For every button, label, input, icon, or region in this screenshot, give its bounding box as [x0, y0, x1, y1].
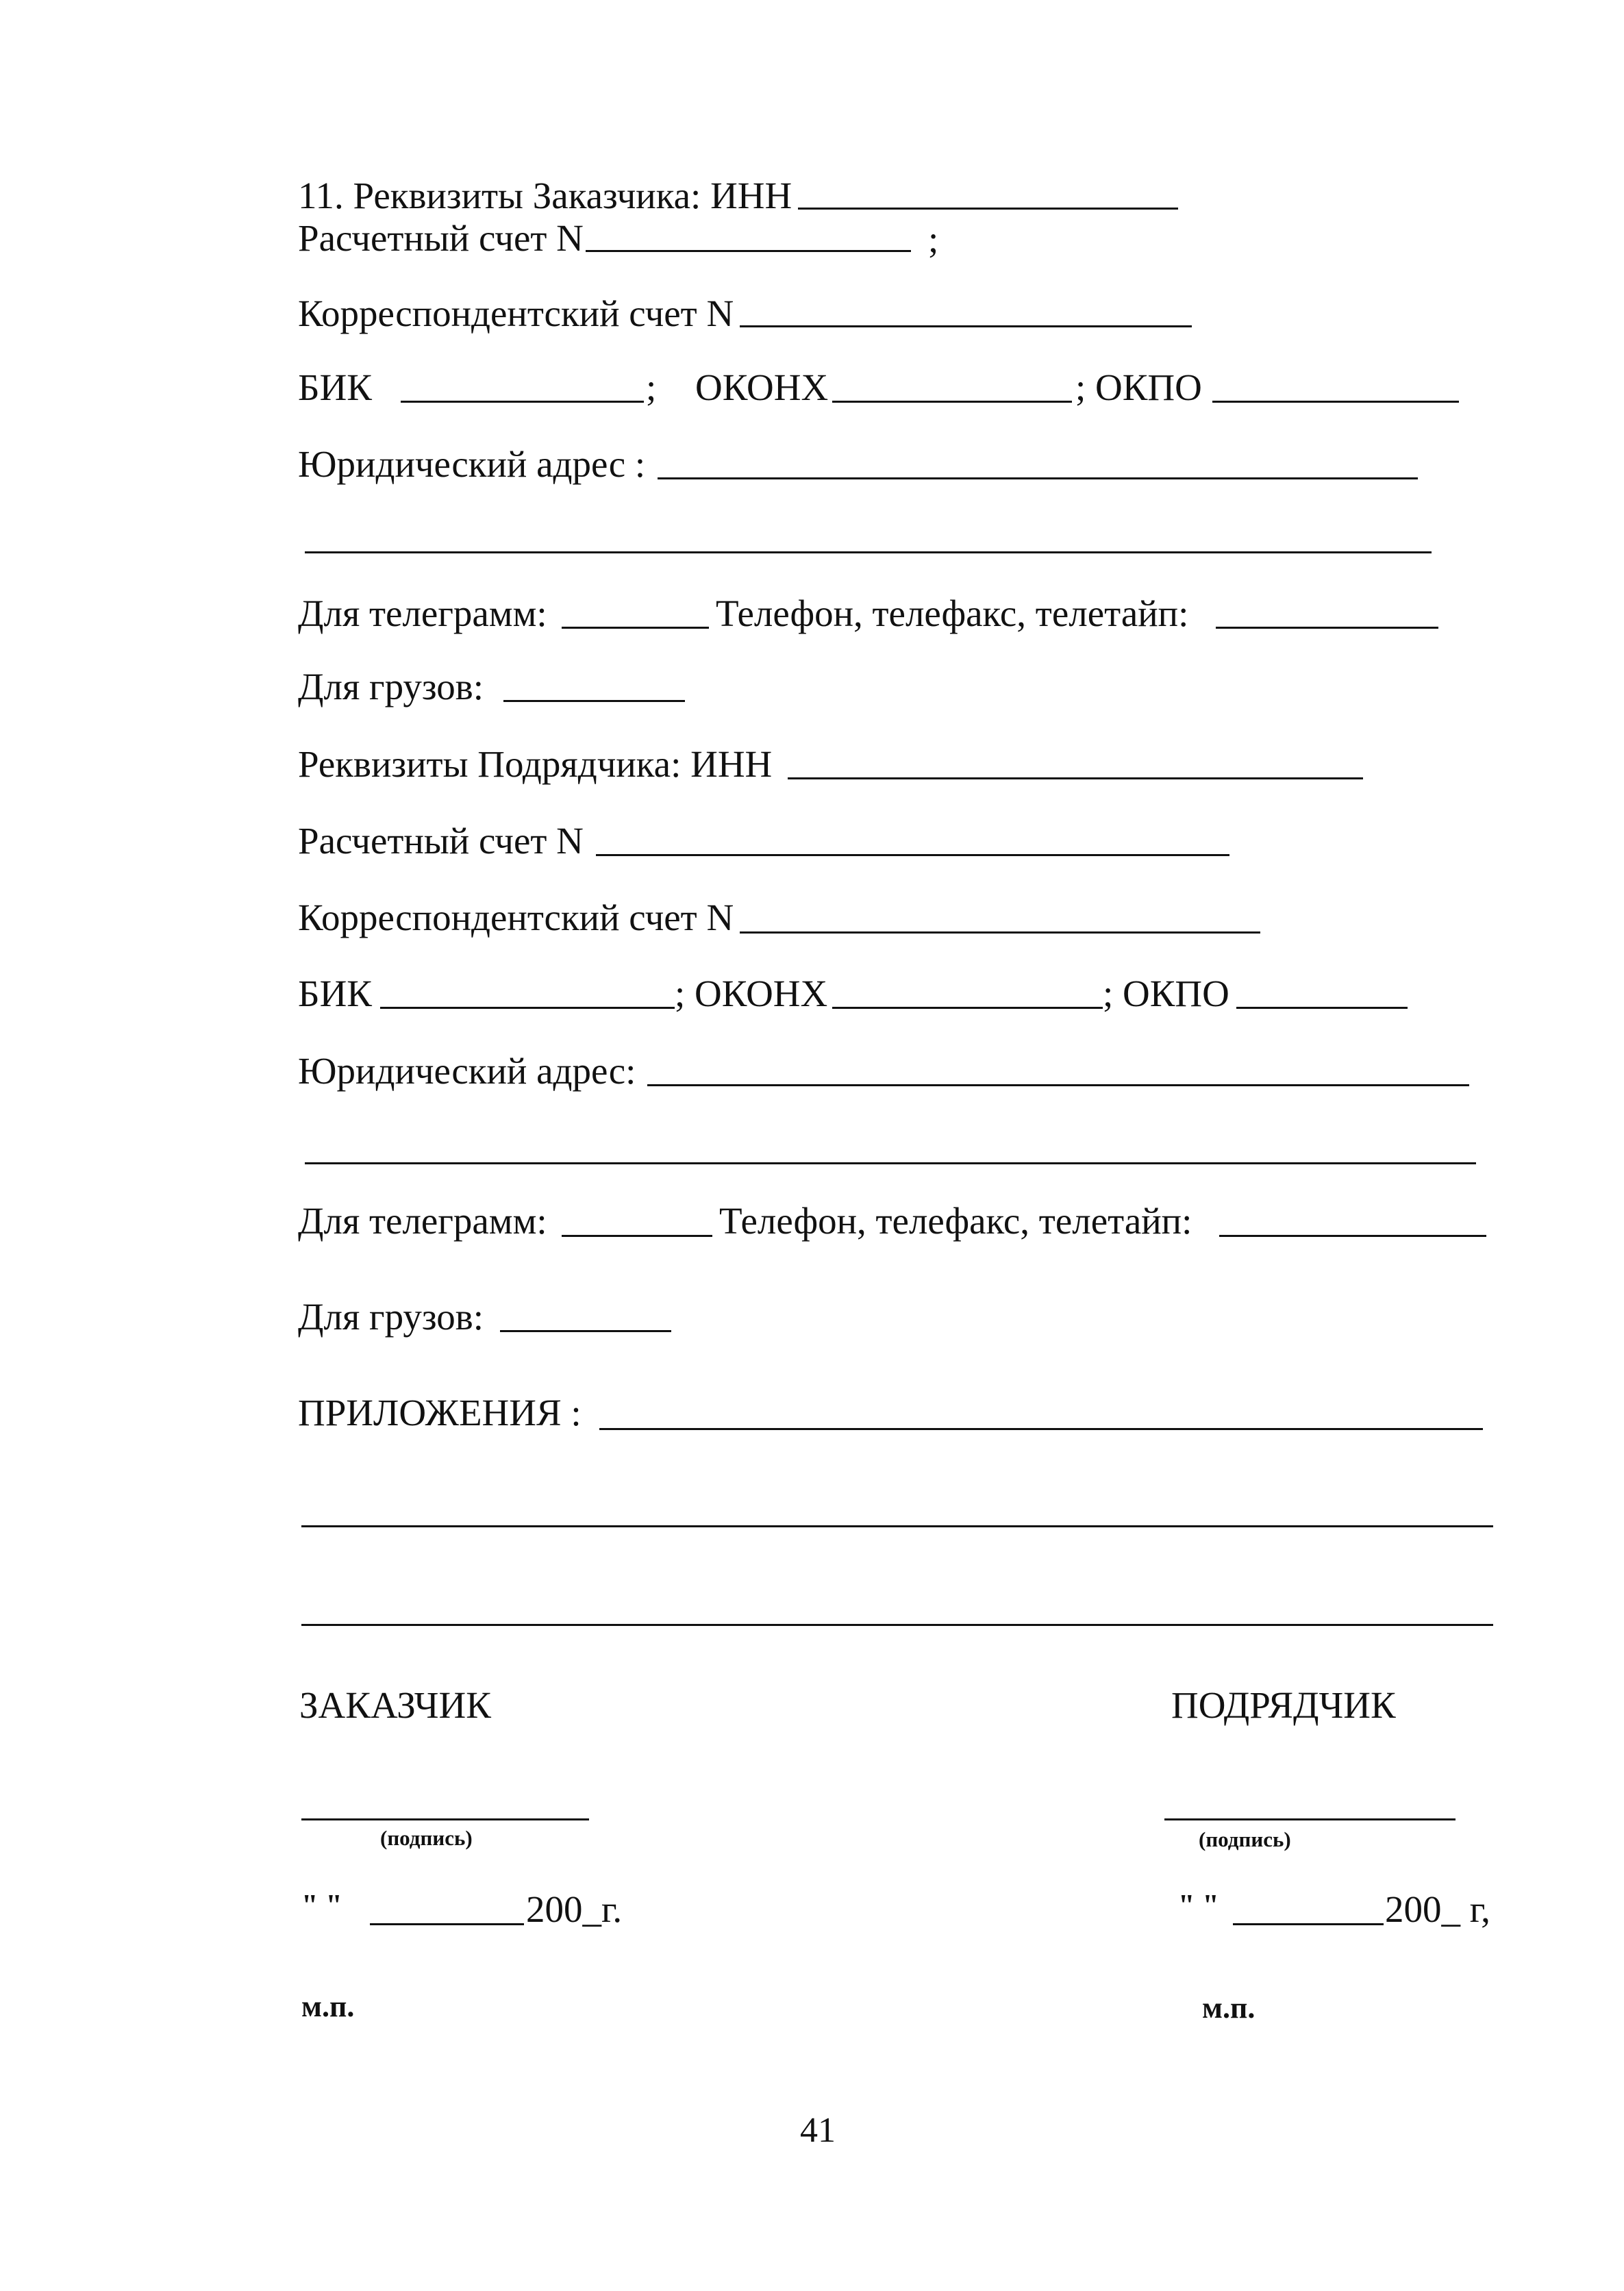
contractor-bik-label: БИК	[298, 973, 372, 1014]
contractor-signature-line[interactable]	[1164, 1818, 1456, 1820]
customer-cargo-line[interactable]	[503, 700, 685, 702]
contractor-address-line-2[interactable]	[305, 1162, 1476, 1164]
contractor-corr-account-label: Корреспондентский счет N	[298, 897, 734, 938]
customer-okpo-line[interactable]	[1212, 401, 1459, 403]
contractor-address-line[interactable]	[647, 1084, 1469, 1086]
customer-okonh-line[interactable]	[832, 401, 1072, 403]
customer-okonh-label: ОКОНХ	[695, 366, 829, 408]
contractor-account-line[interactable]	[596, 854, 1229, 856]
customer-bik-sep: ;	[646, 366, 657, 408]
page-number: 41	[800, 2111, 836, 2150]
attachments-label: ПРИЛОЖЕНИЯ :	[298, 1392, 582, 1434]
attachments-line-1[interactable]	[599, 1428, 1483, 1430]
customer-okpo-label: ; ОКПО	[1075, 366, 1202, 408]
customer-telegram-line[interactable]	[562, 627, 709, 629]
customer-heading: 11. Реквизиты Заказчика: ИНН	[298, 175, 792, 216]
contractor-sign-title: ПОДРЯДЧИК	[1171, 1684, 1396, 1726]
contractor-stamp: м.п.	[1202, 1991, 1256, 2025]
contractor-cargo-label: Для грузов:	[298, 1296, 484, 1338]
customer-address-label: Юридический адрес :	[298, 443, 646, 485]
contractor-phone-label: Телефон, телефакс, телетайп:	[719, 1200, 1192, 1242]
contractor-account-label: Расчетный счет N	[298, 820, 584, 862]
customer-address-line-2[interactable]	[305, 551, 1432, 553]
contractor-corr-account-line[interactable]	[740, 931, 1260, 934]
customer-sign-title: ЗАКАЗЧИК	[299, 1684, 491, 1726]
customer-date-quotes: " "	[301, 1888, 342, 1922]
contractor-date-line[interactable]	[1233, 1923, 1384, 1925]
customer-address-line[interactable]	[658, 477, 1418, 479]
contractor-heading: Реквизиты Подрядчика: ИНН	[298, 743, 773, 785]
customer-signature-line[interactable]	[301, 1818, 589, 1820]
contractor-address-label: Юридический адрес:	[298, 1050, 636, 1092]
contractor-okonh-line[interactable]	[832, 1007, 1103, 1009]
contractor-date-year: 200_ г,	[1385, 1888, 1490, 1930]
customer-account-end: ;	[928, 218, 939, 260]
customer-cargo-label: Для грузов:	[298, 666, 484, 708]
customer-bik-line[interactable]	[401, 401, 644, 403]
contractor-date-quotes: " "	[1178, 1888, 1219, 1922]
attachments-line-3[interactable]	[301, 1624, 1493, 1626]
contractor-bik-line[interactable]	[380, 1007, 675, 1009]
customer-date-line[interactable]	[370, 1923, 524, 1925]
customer-stamp: м.п.	[301, 1990, 355, 2023]
contractor-okonh-label: ; ОКОНХ	[675, 973, 828, 1014]
customer-telegram-label: Для телеграмм:	[298, 592, 547, 634]
contractor-telegram-line[interactable]	[562, 1235, 712, 1237]
customer-account-line[interactable]	[586, 250, 911, 252]
contractor-phone-line[interactable]	[1219, 1235, 1486, 1237]
customer-bik-label: БИК	[298, 366, 372, 408]
customer-phone-label: Телефон, телефакс, телетайп:	[716, 592, 1189, 634]
contractor-signature-caption: (подпись)	[1199, 1827, 1291, 1851]
customer-corr-account-label: Корреспондентский счет N	[298, 292, 734, 334]
contractor-telegram-label: Для телеграмм:	[298, 1200, 547, 1242]
customer-phone-line[interactable]	[1216, 627, 1438, 629]
attachments-line-2[interactable]	[301, 1525, 1493, 1527]
contractor-okpo-label: ; ОКПО	[1103, 973, 1229, 1014]
customer-signature-caption: (подпись)	[380, 1826, 473, 1850]
customer-corr-account-line[interactable]	[740, 325, 1192, 327]
customer-date-year: 200_г.	[526, 1888, 623, 1930]
contractor-inn-line[interactable]	[788, 777, 1363, 779]
contractor-okpo-line[interactable]	[1236, 1007, 1408, 1009]
contractor-cargo-line[interactable]	[500, 1330, 671, 1332]
customer-inn-line[interactable]	[798, 208, 1178, 210]
customer-account-label: Расчетный счет N	[298, 217, 584, 259]
